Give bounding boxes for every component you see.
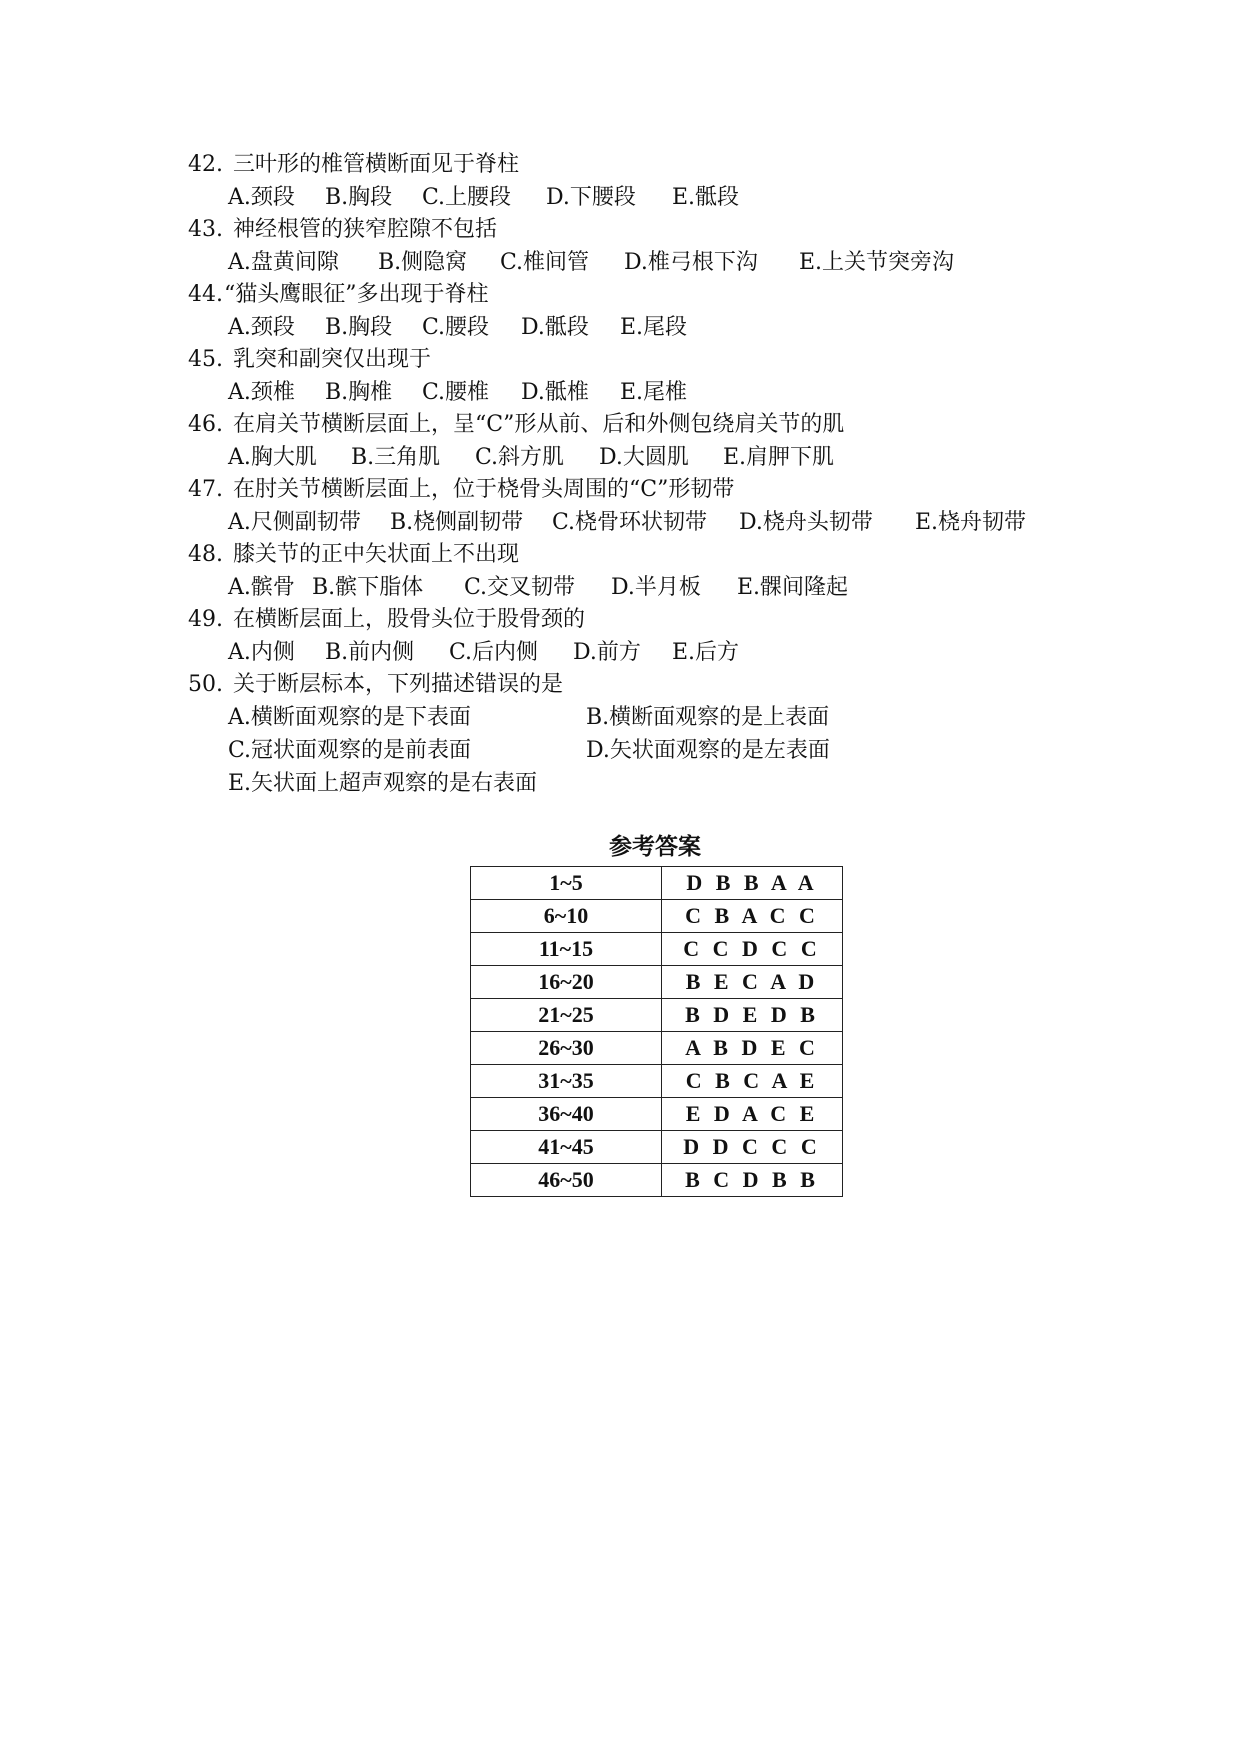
- question-number: 44.: [188, 282, 223, 307]
- option: A.横断面观察的是下表面: [228, 705, 471, 730]
- option: E.尾段: [620, 315, 688, 340]
- option: A.颈椎: [228, 380, 295, 405]
- table-row: [471, 1164, 843, 1197]
- question-stem: 在肩关节横断层面上，呈“C”形从前、后和外侧包绕肩关节的肌: [233, 412, 845, 437]
- option: B.三角肌: [351, 445, 441, 470]
- question-range-cell: 1~5: [471, 867, 662, 900]
- option: B.侧隐窝: [378, 250, 468, 275]
- question-range-cell: 11~15: [471, 933, 662, 966]
- option: E.桡舟韧带: [915, 510, 1027, 535]
- option: C.腰椎: [422, 380, 490, 405]
- answers-cell: D D C C C: [662, 1131, 843, 1164]
- question-number: 47.: [188, 477, 223, 502]
- option: C.上腰段: [422, 185, 512, 210]
- answers-cell: B E C A D: [662, 966, 843, 999]
- question-range-cell: 26~30: [471, 1032, 662, 1065]
- question-range-cell: 36~40: [471, 1098, 662, 1131]
- table-row: [471, 1032, 843, 1065]
- table-row: [471, 900, 843, 933]
- option: D.半月板: [611, 575, 701, 600]
- option: A.髌骨: [228, 575, 295, 600]
- option: B.胸段: [325, 185, 393, 210]
- question-number: 49.: [188, 607, 223, 632]
- option: A.内侧: [228, 640, 295, 665]
- table-row: [471, 1098, 843, 1131]
- option: B.髌下脂体: [312, 575, 424, 600]
- option: E.后方: [672, 640, 740, 665]
- question-range-cell: 46~50: [471, 1164, 662, 1197]
- option: E.肩胛下肌: [723, 445, 835, 470]
- question-number: 43.: [188, 217, 223, 242]
- answer-key-title: 参考答案: [609, 833, 701, 860]
- option: C.腰段: [422, 315, 490, 340]
- option: A.盘黄间隙: [228, 250, 339, 275]
- option: C.桡骨环状韧带: [552, 510, 708, 535]
- table-row: [471, 999, 843, 1032]
- option: A.胸大肌: [228, 445, 317, 470]
- option: B.桡侧副韧带: [390, 510, 524, 535]
- answers-cell: C B A C C: [662, 900, 843, 933]
- option: C.斜方肌: [475, 445, 565, 470]
- option: E.尾椎: [620, 380, 688, 405]
- option: B.胸段: [325, 315, 393, 340]
- question-stem: 关于断层标本，下列描述错误的是: [233, 672, 564, 697]
- question-range-cell: 41~45: [471, 1131, 662, 1164]
- question-range-cell: 16~20: [471, 966, 662, 999]
- question-number: 50.: [188, 672, 223, 697]
- answers-cell: A B D E C: [662, 1032, 843, 1065]
- option: B.横断面观察的是上表面: [586, 705, 830, 730]
- question-stem: 三叶形的椎管横断面见于脊柱: [233, 152, 520, 177]
- option: D.大圆肌: [599, 445, 689, 470]
- option: A.颈段: [228, 185, 295, 210]
- option: D.骶椎: [521, 380, 589, 405]
- question-range-cell: 31~35: [471, 1065, 662, 1098]
- option: E.矢状面上超声观察的是右表面: [228, 771, 538, 796]
- question-number: 48.: [188, 542, 223, 567]
- option: E.髁间隆起: [737, 575, 849, 600]
- answers-cell: B D E D B: [662, 999, 843, 1032]
- question-number: 46.: [188, 412, 223, 437]
- question-number: 45.: [188, 347, 223, 372]
- answers-cell: C B C A E: [662, 1065, 843, 1098]
- answers-cell: D B B A A: [662, 867, 843, 900]
- option: E.上关节突旁沟: [799, 250, 955, 275]
- option: C.交叉韧带: [464, 575, 576, 600]
- table-row: [471, 933, 843, 966]
- answers-cell: C C D C C: [662, 933, 843, 966]
- option: A.尺侧副韧带: [228, 510, 361, 535]
- table-row: [471, 1131, 843, 1164]
- option: D.骶段: [521, 315, 589, 340]
- table-row: [471, 966, 843, 999]
- question-stem: 膝关节的正中矢状面上不出现: [233, 542, 520, 567]
- question-stem: 乳突和副突仅出现于: [233, 347, 432, 372]
- option: B.胸椎: [325, 380, 393, 405]
- question-range-cell: 6~10: [471, 900, 662, 933]
- table-row: [471, 867, 843, 900]
- options-row: [228, 769, 538, 829]
- option: B.前内侧: [325, 640, 415, 665]
- option: D.下腰段: [546, 185, 636, 210]
- option: D.椎弓根下沟: [624, 250, 758, 275]
- question-stem: 在横断层面上，股骨头位于股骨颈的: [233, 607, 586, 632]
- question-stem: 在肘关节横断层面上，位于桡骨头周围的“C”形韧带: [233, 477, 735, 502]
- question-stem: 神经根管的狭窄腔隙不包括: [233, 217, 498, 242]
- option: D.桡舟头韧带: [739, 510, 873, 535]
- option: C.椎间管: [500, 250, 590, 275]
- answer-key-table: [470, 866, 843, 1197]
- option: C.后内侧: [449, 640, 539, 665]
- option: D.前方: [573, 640, 641, 665]
- question-range-cell: 21~25: [471, 999, 662, 1032]
- option: E.骶段: [672, 185, 740, 210]
- option: C.冠状面观察的是前表面: [228, 738, 472, 763]
- question-number: 42.: [188, 152, 223, 177]
- option: A.颈段: [228, 315, 295, 340]
- answers-cell: B C D B B: [662, 1164, 843, 1197]
- option: D.矢状面观察的是左表面: [586, 738, 830, 763]
- question-stem: “猫头鹰眼征”多出现于脊柱: [224, 282, 489, 307]
- table-row: [471, 1065, 843, 1098]
- answers-cell: E D A C E: [662, 1098, 843, 1131]
